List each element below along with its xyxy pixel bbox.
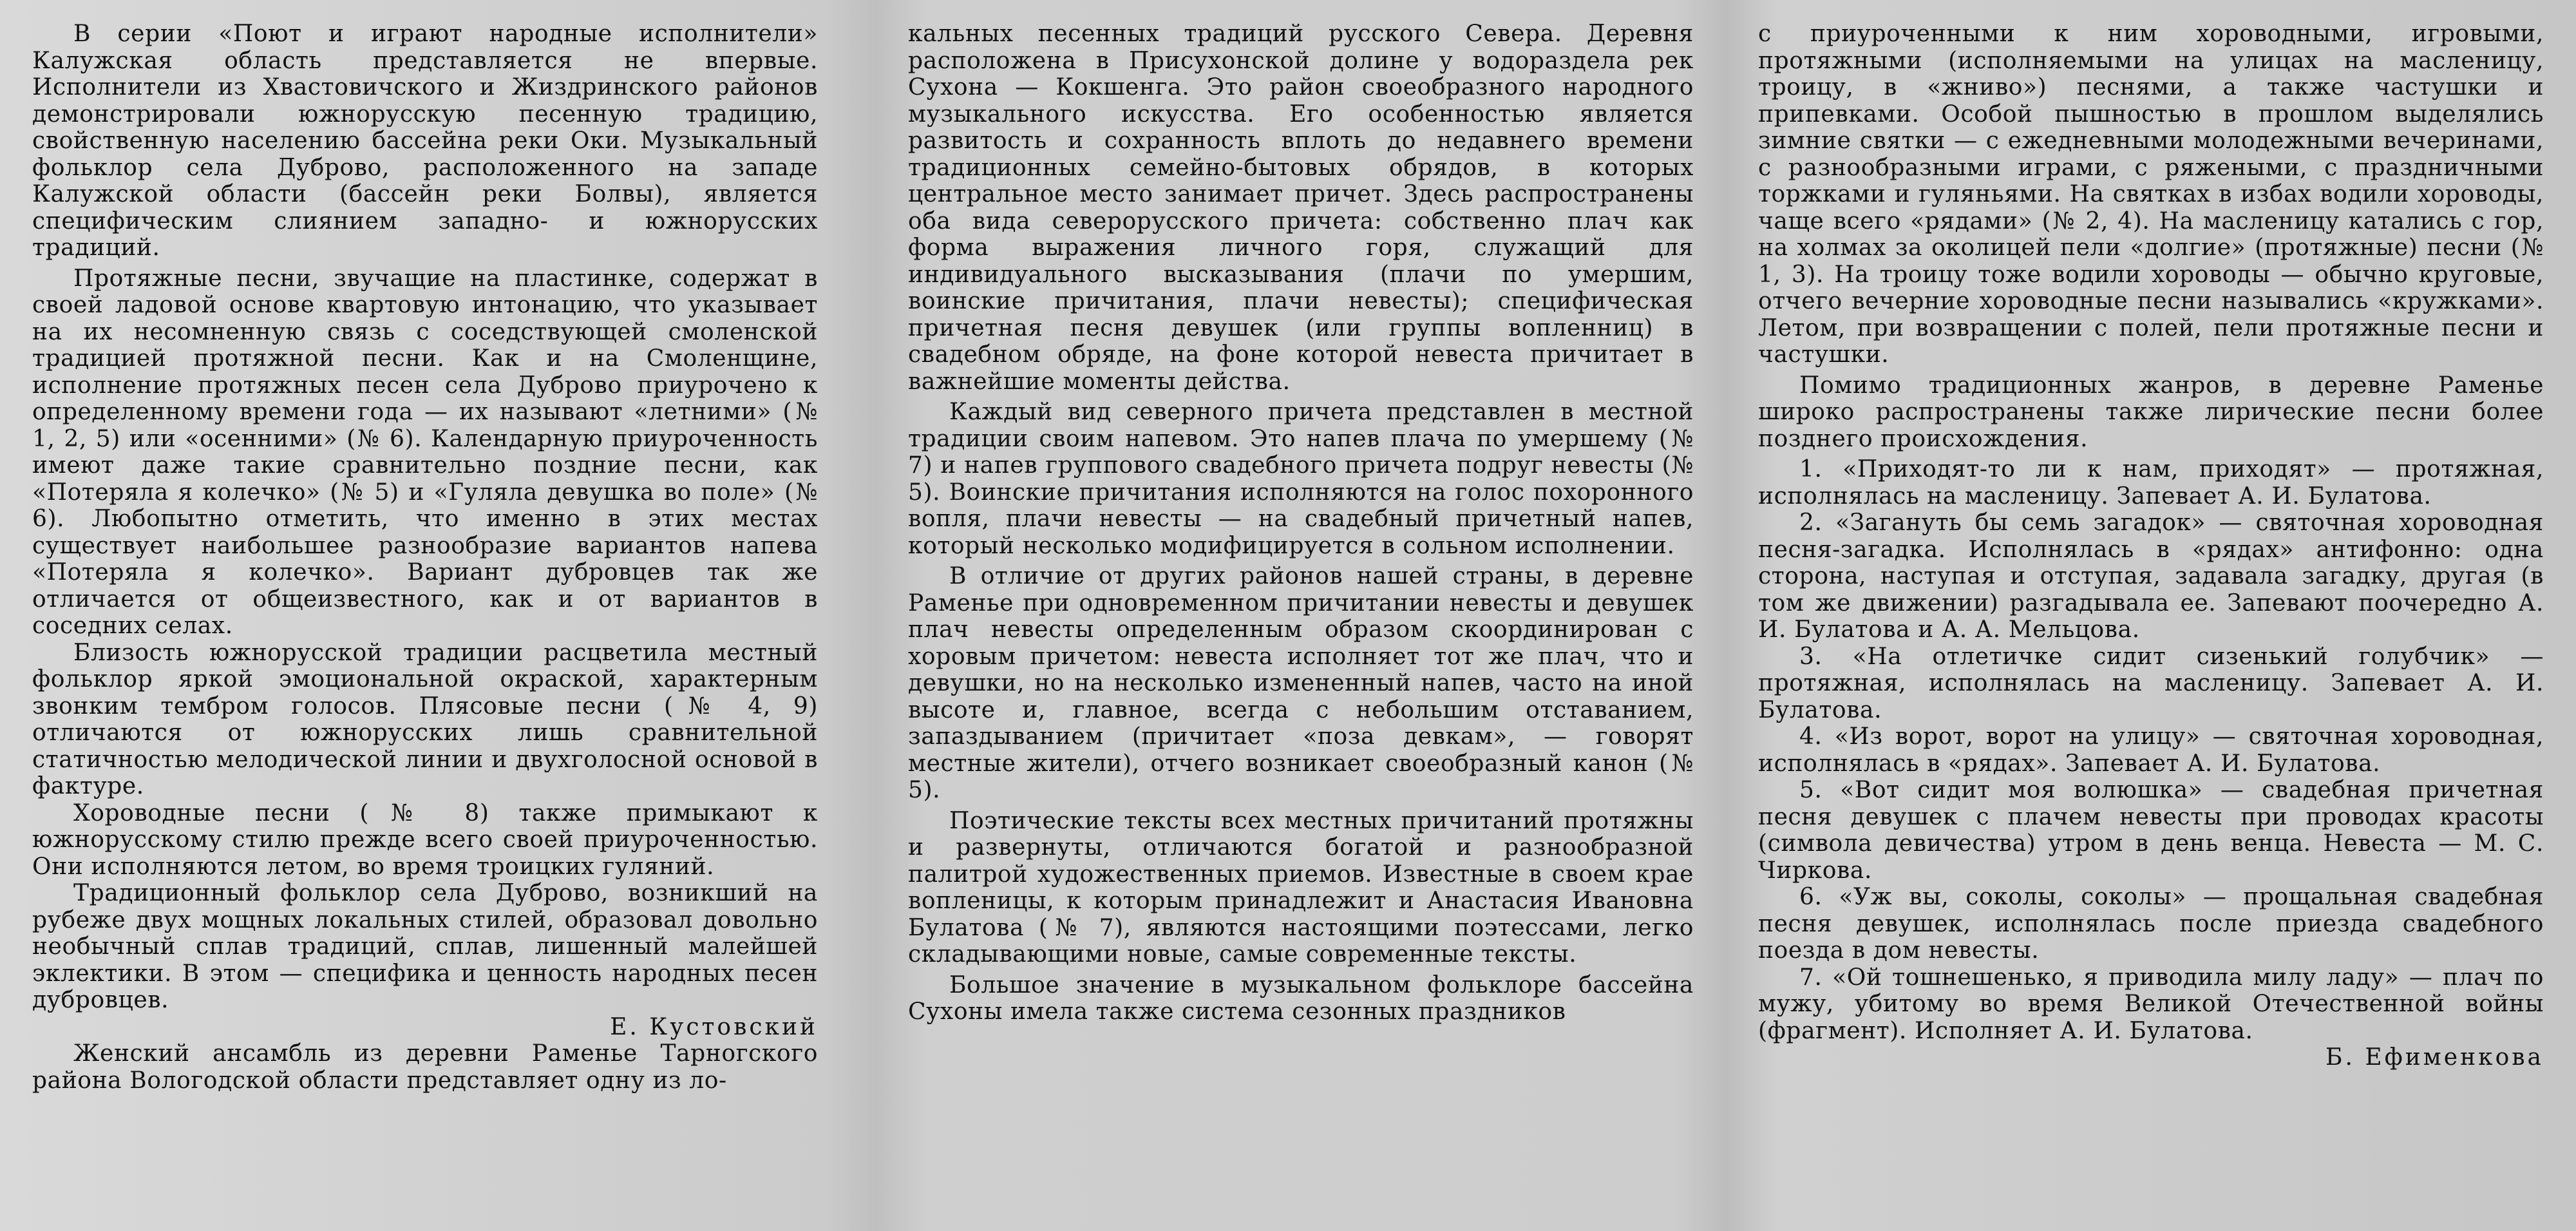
paragraph: с приуроченными к ним хороводными, игровыми, протяжными (исполняемыми на улицах на масленицу, троицу, в «жниво») песнями, а также частушки и припевками. Особой пышностью в прошлом выделялись зимние святки — с ежедневными молодежными вечеринами, с разнообразными играми, с ряжеными, с праздничными торжками и гуляньями. На святках в избах водили хороводы, чаще всего «рядами» (№ 2, 4). На масленицу катались с гор, на холмах за околицей пели «долгие» (протяжные) песни (№ 1, 3). На троицу тоже водили хороводы — обычно круговые, отчего вечерние хороводные песни назывались «кружками». Летом, при возвращении с полей, пели протяжные песни и частушки. [1758, 21, 2544, 368]
paragraph: Близость южнорусской традиции расцветила местный фольклор яркой эмоциональной окраской, характерным звонким тембром голосов. Плясовые песни (№ 4, 9) отличаются от южнорусских лишь сравнительной статичностью мелодической линии и двухголосной основой в фактуре. [32, 639, 818, 799]
track-list-item: 1. «Приходят-то ли к нам, приходят» — протяжная, исполнялась на масленицу. Запевает А. И. Булатова. [1758, 456, 2544, 510]
paragraph: Поэтические тексты всех местных причитаний протяжны и развернуты, отличаются богатой и разнообразной палитрой художественных приемов. Известные в своем крае вопленицы, к которым принадлежит и Анастасия Ивановна Булатова (№ 7), являются настоящими поэтессами, легко складывающими новые, самые современные тексты. [908, 807, 1694, 968]
paragraph: В отличие от других районов нашей страны, в деревне Раменье при одновременном причитании невесты и девушек плач невесты определенным образом скоординирован с хоровым причетом: невеста исполняет тот же плач, что и девушки, но на несколько измененный напев, часто на иной высоте и, главное, всегда с небольшим отставанием, запаздыванием (причитает «поза девкам», — говорят местные жители), отчего возникает своеобразный канон (№ 5). [908, 563, 1694, 803]
paragraph: Хороводные песни (№ 8) также примыкают к южнорусскому стилю прежде всего своей приуроченностью. Они исполняются летом, во время троицких гуляний. [32, 799, 818, 880]
paragraph: кальных песенных традиций русского Севера. Деревня расположена в Присухонской долине у водораздела рек Сухона — Кокшенга. Это район своеобразного народного музыкального искусства. Его особенностью является развитость и сохранность вплоть до недавнего времени традиционных семейно-бытовых обрядов, в которых центральное место занимает причет. Здесь распространены оба вида северорусского причета: собственно плач как форма выражения личного горя, служащий для индивидуального высказывания (плачи по умершим, воинские причитания, плачи невесты); специфическая причетная песня девушек (или группы вопленниц) в свадебном обряде, на фоне которой невеста причитает в важнейшие моменты действа. [908, 21, 1694, 395]
paragraph: В серии «Поют и играют народные исполнители» Калужская область представляется не впервые. Исполнители из Хвастовичского и Жиздринского районов демонстрировали южнорусскую песенную традицию, свойственную населению бассейна реки Оки. Музыкальный фольклор села Дуброво, расположенного на западе Калужской области (бассейн реки Болвы), является специфическим слиянием западно- и южнорусских традиций. [32, 21, 818, 261]
text-column-3 [1758, 21, 2544, 1071]
paragraph: Каждый вид северного причета представлен в местной традиции своим напевом. Это напев плача по умершему (№ 7) и напев группового свадебного причета подруг невесты (№ 5). Воинские причитания исполняются на голос похоронного вопля, плачи невесты — на свадебный причетный напев, который несколько модифицируется в сольном исполнении. [908, 399, 1694, 559]
track-list-item: 3. «На отлетичке сидит сизенький голубчик» — протяжная, исполнялась на масленицу. Запевает А. И. Булатова. [1758, 643, 2544, 723]
paragraph: Женский ансамбль из деревни Раменье Тарногского района Вологодской области представляет одну из ло- [32, 1040, 818, 1094]
track-list-item: 5. «Вот сидит моя волюшка» — свадебная причетная песня девушек с плачем невесты при проводах красоты (символа девичества) утром в день венца. Невеста — М. С. Чиркова. [1758, 777, 2544, 884]
text-column-1 [32, 21, 818, 1094]
paragraph: Протяжные песни, звучащие на пластинке, содержат в своей ладовой основе квартовую интонацию, что указывает на их несомненную связь с соседствующей смоленской традицией протяжной песни. Как и на Смоленщине, исполнение протяжных песен села Дуброво приурочено к определенному времени года — их называют «летними» (№ 1, 2, 5) или «осенними» (№ 6). Календарную приуроченность имеют даже такие сравнительно поздние песни, как «Потеряла я колечко» (№ 5) и «Гуляла девушка во поле» (№ 6). Любопытно отметить, что именно в этих местах существует наибольшее разнообразие вариантов напева «Потеряла я колечко». Вариант дубровцев так же отличается от общеизвестного, как и от вариантов в соседних селах. [32, 265, 818, 639]
track-list-item: 6. «Уж вы, соколы, соколы» — прощальная свадебная песня девушек, исполнялась после приезда свадебного поезда в дом невесты. [1758, 884, 2544, 964]
paragraph: Традиционный фольклор села Дуброво, возникший на рубеже двух мощных локальных стилей, образовал довольно необычный сплав традиций, сплав, лишенный малейшей эклектики. В этом — специфика и ценность народных песен дубровцев. [32, 880, 818, 1013]
text-column-2 [908, 21, 1694, 1026]
author-signature: Е. Кустовский [610, 1013, 818, 1040]
paragraph: Помимо традиционных жанров, в деревне Раменье широко распространены также лирические песни более позднего происхождения. [1758, 372, 2544, 452]
track-list-item: 2. «Загануть бы семь загадок» — святочная хороводная песня-загадка. Исполнялась в «рядах» антифонно: одна сторона, наступая и отступая, задавала загадку, другая (в том же движении) разгадывала ее. Запевают поочередно А. И. Булатова и А. А. Мельцова. [1758, 510, 2544, 643]
track-list-item: 4. «Из ворот, ворот на улицу» — святочная хороводная, исполнялась в «рядах». Запевает А. И. Булатова. [1758, 723, 2544, 777]
author-signature: Б. Ефименкова [2325, 1044, 2544, 1071]
paragraph: Большое значение в музыкальном фольклоре бассейна Сухоны имела также система сезонных праздников [908, 971, 1694, 1025]
track-list-item: 7. «Ой тошнешенько, я приводила милу ладу» — плач по мужу, убитому во время Великой Отечественной войны (фрагмент). Исполняет А. И. Булатова. [1758, 964, 2544, 1044]
